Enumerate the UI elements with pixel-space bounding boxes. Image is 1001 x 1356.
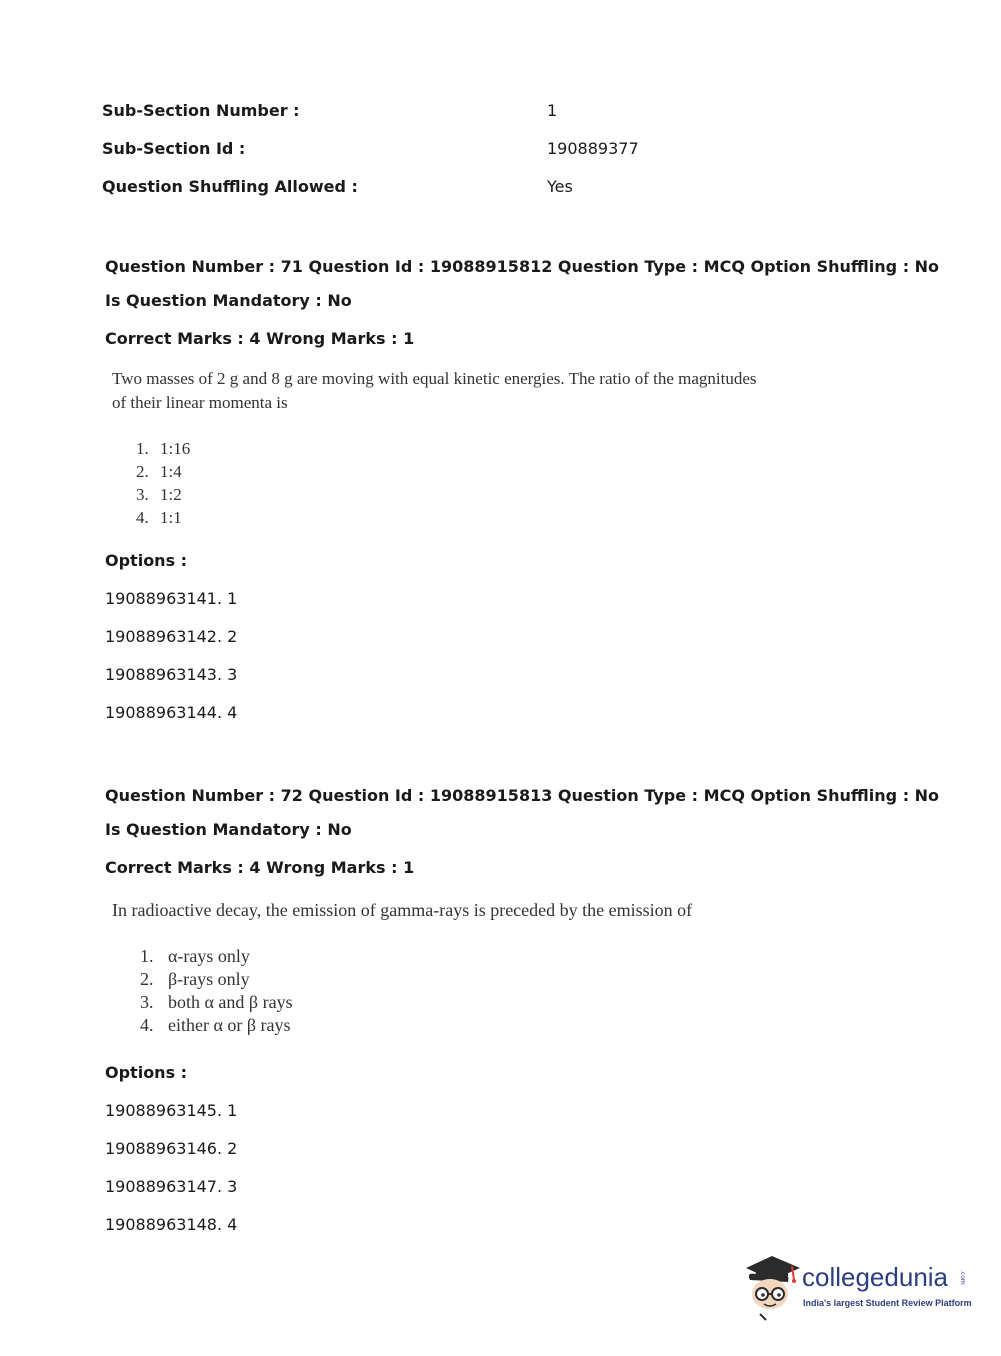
question-71-mandatory: Is Question Mandatory : No — [105, 291, 352, 310]
subsection-id-label: Sub-Section Id : — [102, 139, 246, 158]
question-shuffling-label: Question Shuffling Allowed : — [102, 177, 358, 196]
choice-text: 1:4 — [160, 462, 182, 481]
question-71-option-4: 19088963144. 4 — [105, 703, 238, 722]
logo-tld: .com — [959, 1270, 966, 1285]
question-71-marks: Correct Marks : 4 Wrong Marks : 1 — [105, 329, 415, 348]
choice-text: α-rays only — [168, 946, 250, 966]
choice-number: 1. — [140, 946, 154, 966]
question-72-option-1: 19088963145. 1 — [105, 1101, 238, 1120]
choice-number: 2. — [140, 969, 154, 989]
question-71-choice-1 — [136, 437, 190, 460]
question-72-option-3: 19088963147. 3 — [105, 1177, 238, 1196]
choice-number: 4. — [140, 1015, 154, 1035]
question-71-choice-4 — [136, 506, 190, 529]
question-72-option-4: 19088963148. 4 — [105, 1215, 238, 1234]
question-72-choice-1 — [140, 945, 293, 968]
collegedunia-logo — [742, 1250, 972, 1322]
question-71-choice-3 — [136, 483, 190, 506]
choice-number: 1. — [136, 439, 149, 458]
question-71-option-1: 19088963141. 1 — [105, 589, 238, 608]
question-71-options-label: Options : — [105, 551, 188, 570]
question-72-marks: Correct Marks : 4 Wrong Marks : 1 — [105, 858, 415, 877]
logo-tagline: India's largest Student Review Platform — [803, 1298, 972, 1308]
question-71-choices — [136, 437, 190, 529]
question-71-option-3: 19088963143. 3 — [105, 665, 238, 684]
question-72-choices — [140, 945, 293, 1037]
choice-number: 3. — [136, 485, 149, 504]
question-71-option-2: 19088963142. 2 — [105, 627, 238, 646]
question-72-choice-2 — [140, 968, 293, 991]
subsection-number-value: 1 — [547, 101, 558, 120]
logo-wordmark: collegedunia — [802, 1262, 949, 1292]
question-71-choice-2 — [136, 460, 190, 483]
question-72-choice-3 — [140, 991, 293, 1014]
choice-text: 1:16 — [160, 439, 191, 458]
choice-number: 4. — [136, 508, 149, 527]
choice-number: 2. — [136, 462, 149, 481]
choice-text: 1:2 — [160, 485, 182, 504]
question-72-stem: In radioactive decay, the emission of gamma-rays is preceded by the emission of — [112, 900, 693, 920]
question-72-option-2: 19088963146. 2 — [105, 1139, 238, 1158]
subsection-id-value: 190889377 — [547, 139, 639, 158]
mascot-icon — [742, 1250, 804, 1322]
choice-number: 3. — [140, 992, 154, 1012]
subsection-number-label: Sub-Section Number : — [102, 101, 300, 120]
question-72-header: Question Number : 72 Question Id : 19088915813 Question Type : MCQ Option Shuffling : No — [105, 786, 940, 805]
question-71-header: Question Number : 71 Question Id : 19088915812 Question Type : MCQ Option Shuffling : No — [105, 257, 940, 276]
question-shuffling-value: Yes — [547, 177, 573, 196]
question-71-stem-line-1: Two masses of 2 g and 8 g are moving with equal kinetic energies. The ratio of the magnitudes — [112, 369, 757, 388]
question-71-stem-line-2: of their linear momenta is — [112, 393, 288, 412]
question-72-options-label: Options : — [105, 1063, 188, 1082]
question-72-mandatory: Is Question Mandatory : No — [105, 820, 352, 839]
choice-text: β-rays only — [168, 969, 250, 989]
choice-text: either α or β rays — [168, 1015, 291, 1035]
choice-text: 1:1 — [160, 508, 182, 527]
question-72-choice-4 — [140, 1014, 293, 1037]
choice-text: both α and β rays — [168, 992, 293, 1012]
question-71-stem — [112, 367, 757, 415]
